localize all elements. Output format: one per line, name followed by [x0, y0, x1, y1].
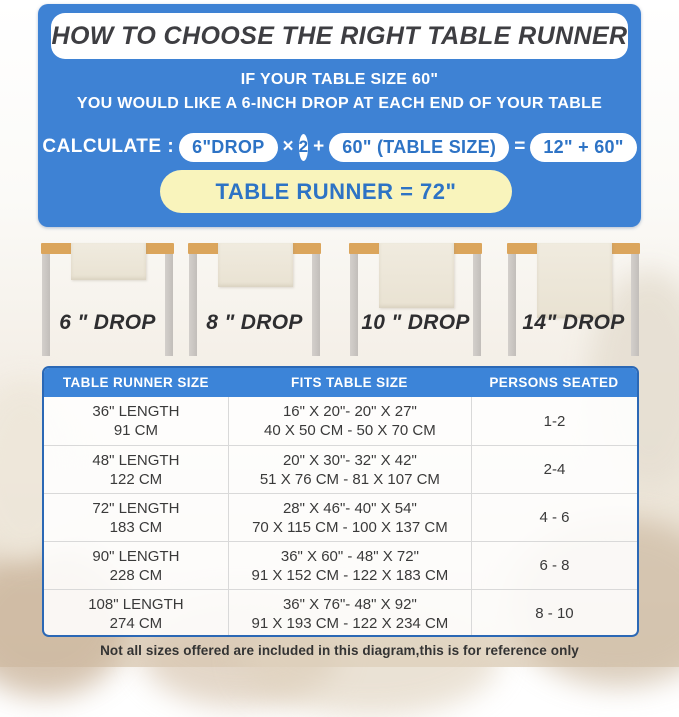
fits-size-inches: 36" X 76"- 48" X 92"	[282, 595, 417, 613]
table-runner-cloth	[218, 243, 293, 287]
runner-size-cell	[44, 590, 228, 637]
fits-size-inches: 16" X 20"- 20" X 27"	[282, 403, 417, 420]
fits-size-cell	[228, 542, 471, 589]
size-chart-header-row	[44, 368, 637, 397]
persons-cell: 2-4	[471, 446, 637, 493]
column-header-runner-size: TABLE RUNNER SIZE	[62, 375, 209, 390]
drop-label: 8 " DROP	[206, 311, 303, 334]
table-figure-8-drop	[188, 243, 321, 358]
table-leg	[473, 254, 481, 356]
persons-cell: 6 - 8	[471, 542, 637, 589]
table-leg	[42, 254, 50, 356]
table-size-pill: 60" (TABLE SIZE)	[329, 133, 509, 162]
drop-illustrations	[0, 243, 679, 363]
title-banner	[51, 13, 628, 59]
table-leg	[508, 254, 516, 356]
table-leg	[189, 254, 197, 356]
fits-size-inches: 28" X 46"- 40" X 54"	[282, 499, 417, 517]
fits-size-inches: 20" X 30"- 32" X 42"	[282, 451, 417, 469]
fits-size-cm: 70 X 115 CM - 100 X 137 CM	[252, 518, 448, 536]
runner-size-cell	[44, 397, 228, 445]
column-header-persons-seated: PERSONS SEATED	[489, 375, 619, 390]
sum-result-pill: 12" + 60"	[530, 133, 636, 162]
page-title: HOW TO CHOOSE THE RIGHT TABLE RUNNER	[51, 21, 628, 50]
runner-size-inches: 36" LENGTH	[92, 403, 180, 420]
fits-size-cell	[228, 494, 471, 541]
header-panel	[38, 4, 641, 227]
fits-size-cell	[228, 446, 471, 493]
multiply-operator: ×	[282, 136, 294, 157]
table-leg	[312, 254, 320, 356]
table-row	[44, 493, 637, 541]
table-figure-10-drop	[349, 243, 482, 358]
footer-note: Not all sizes offered are included in this diagram,this is for reference only	[100, 643, 579, 658]
persons-cell: 8 - 10	[471, 590, 637, 637]
fits-size-cm: 91 X 152 CM - 122 X 183 CM	[251, 566, 449, 584]
calculation-formula	[44, 130, 635, 164]
calculate-label: CALCULATE :	[42, 136, 175, 157]
fits-size-cell	[228, 397, 471, 445]
runner-size-cm: 91 CM	[113, 422, 158, 439]
size-chart-table	[42, 366, 639, 637]
persons-cell: 1-2	[471, 397, 637, 445]
fits-size-cm: 40 X 50 CM - 50 X 70 CM	[264, 422, 436, 439]
table-leg	[350, 254, 358, 356]
runner-size-inches: 48" LENGTH	[92, 451, 180, 469]
runner-size-cm: 183 CM	[109, 518, 163, 536]
size-chart-body	[44, 397, 637, 637]
table-row	[44, 445, 637, 493]
table-figure-14-drop	[507, 243, 640, 358]
runner-size-inches: 108" LENGTH	[88, 595, 184, 613]
runner-size-cell	[44, 494, 228, 541]
table-row	[44, 541, 637, 589]
table-leg	[631, 254, 639, 356]
drop-label: 10 " DROP	[361, 311, 470, 334]
table-figure-6-drop	[41, 243, 174, 358]
plus-operator: +	[313, 136, 325, 157]
table-runner-cloth	[537, 243, 612, 318]
drop-label: 14" DROP	[522, 311, 625, 334]
persons-cell: 4 - 6	[471, 494, 637, 541]
multiplier-pill: 2	[299, 134, 308, 161]
runner-size-cm: 122 CM	[109, 470, 163, 488]
fits-size-cm: 91 X 193 CM - 122 X 234 CM	[251, 614, 449, 632]
drop-label: 6 " DROP	[59, 311, 156, 334]
fits-size-inches: 36" X 60" - 48" X 72"	[280, 547, 419, 565]
runner-size-cm: 228 CM	[109, 566, 163, 584]
column-header-fits-table-size: FITS TABLE SIZE	[291, 375, 408, 390]
runner-size-cell	[44, 542, 228, 589]
table-leg	[165, 254, 173, 356]
table-runner-cloth	[71, 243, 146, 280]
table-row	[44, 589, 637, 637]
runner-result-pill: TABLE RUNNER = 72"	[160, 170, 512, 213]
subtitle-line-2: YOU WOULD LIKE A 6-INCH DROP AT EACH END OF YOUR TABLE	[76, 95, 603, 112]
fits-size-cm: 51 X 76 CM - 81 X 107 CM	[259, 470, 440, 488]
drop-value-pill: 6"DROP	[179, 133, 277, 162]
runner-size-inches: 90" LENGTH	[92, 547, 180, 565]
equals-operator: =	[514, 136, 526, 157]
subtitle-line-1: IF YOUR TABLE SIZE 60"	[240, 71, 439, 88]
fits-size-cell	[228, 590, 471, 637]
runner-size-cm: 274 CM	[109, 614, 163, 632]
table-row	[44, 397, 637, 445]
runner-size-cell	[44, 446, 228, 493]
table-runner-cloth	[379, 243, 454, 308]
runner-size-inches: 72" LENGTH	[92, 499, 180, 517]
